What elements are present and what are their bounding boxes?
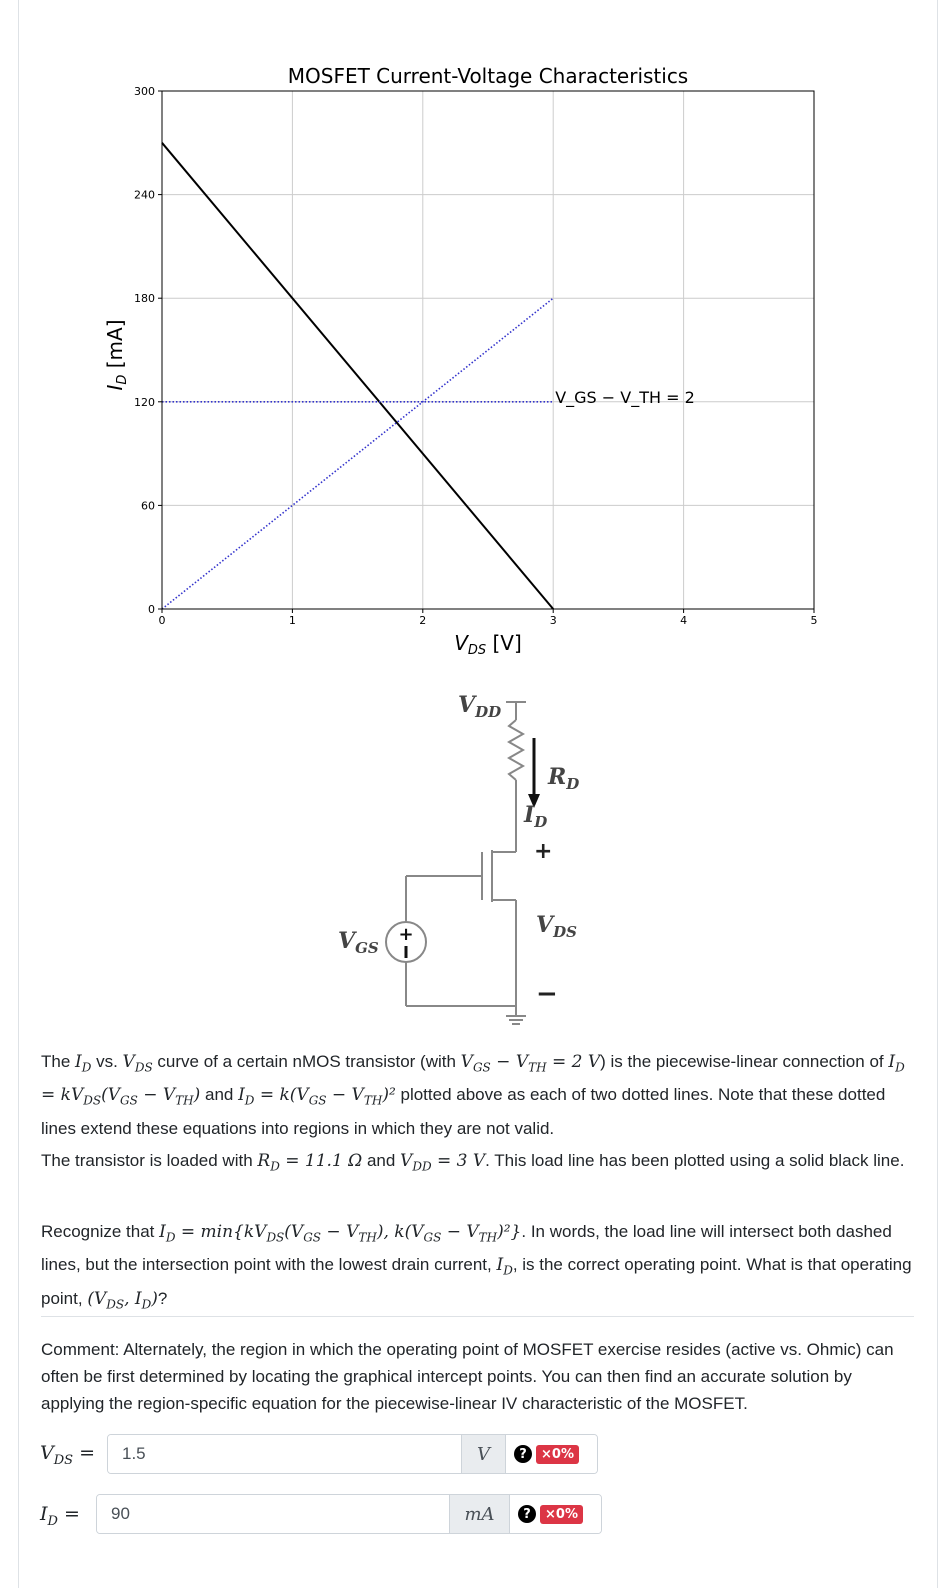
x-axis-label: $V_{DS}$ [V] xyxy=(454,631,522,658)
x-tick-label: 2 xyxy=(419,614,427,627)
vds-minus-label: − xyxy=(536,979,558,1009)
vdd-label: $V_{DD}$ xyxy=(458,692,502,721)
id-feedback xyxy=(509,1495,601,1533)
x-tick-label: 3 xyxy=(549,614,557,627)
id-label: $I_D$ xyxy=(524,802,548,831)
problem-paragraph-2: The transistor is loaded with $R_D = 11.1$ Ω and $V_{DD} = 3$ V. This load line has been plotted using a solid black line. xyxy=(41,1151,905,1174)
vds-score-badge: ×0% xyxy=(536,1445,579,1464)
y-tick-label: 120 xyxy=(134,395,155,409)
y-tick-label: 180 xyxy=(134,292,155,306)
vds-plus-label: + xyxy=(534,839,553,864)
vds-unit-label: V xyxy=(461,1435,505,1473)
y-tick-label: 0 xyxy=(148,603,155,616)
vds-answer-input[interactable] xyxy=(108,1435,461,1473)
y-axis-label: $I_D$ [mA] xyxy=(103,319,130,391)
y-tick-label: 300 xyxy=(134,85,155,98)
chart-annotation: V_GS − V_TH = 2 xyxy=(555,387,695,407)
y-tick-label: 60 xyxy=(141,499,155,513)
x-tick-label: 5 xyxy=(810,614,818,627)
vds-feedback xyxy=(505,1435,597,1473)
x-tick-label: 1 xyxy=(288,614,296,627)
x-tick-label: 4 xyxy=(680,614,688,627)
id-help-icon[interactable]: ? xyxy=(518,1505,536,1523)
circuit-diagram xyxy=(320,680,620,1040)
resistor-rd xyxy=(509,720,523,780)
answer-group-vds xyxy=(107,1434,598,1474)
chart-title: MOSFET Current-Voltage Characteristics xyxy=(287,64,689,88)
iv-chart xyxy=(100,55,840,665)
vgs-plus-sign: + xyxy=(398,924,414,945)
x-tick-label: 0 xyxy=(158,614,166,627)
divider xyxy=(41,1316,914,1317)
vgs-label: $V_{GS}$ xyxy=(338,928,379,957)
vds-help-icon[interactable]: ? xyxy=(514,1445,532,1463)
answer-label-id: $I_D$ = xyxy=(40,1503,80,1529)
problem-paragraph-1: The $I_D$ vs. $V_{DS}$ curve of a certain nMOS transistor (with $V_{GS} - V_{TH} = 2$ V) is the piecewise-linear connection of $I_D = kV_{DS}(V_{GS} - V_{TH})$ and $I_D = k(V_{GS} - V_{TH})^2$ plotted above as each of two dotted lines. Note that these dotted lines extend these equations into regions in which they are not valid. xyxy=(41,1052,905,1138)
answer-group-id xyxy=(96,1494,602,1534)
id-unit-label: mA xyxy=(449,1495,509,1533)
comment-paragraph: Comment: Alternately, the region in which the operating point of MOSFET exercise resides (active vs. Ohmic) can often be first determined by locating the graphical intercept points. You can then find an accurate solution by applying the region-specific equation for the piecewise-linear IV characteristic of the MOSFET. xyxy=(41,1340,894,1413)
id-score-badge: ×0% xyxy=(540,1505,583,1524)
vds-label: $V_{DS}$ xyxy=(536,912,577,941)
id-answer-input[interactable] xyxy=(97,1495,449,1533)
y-tick-label: 240 xyxy=(134,188,155,202)
rd-label: $R_D$ xyxy=(548,764,580,793)
problem-paragraph-3: Recognize that $I_D = \min\{kV_{DS}(V_{GS} - V_{TH})$, $k(V_{GS} - V_{TH})^2$}. In words, the load line will intersect both dashed lines, but the intersection point with the lowest drain current, $I_D$, is the correct operating point. What is that operating point, ($V_{DS}$, $I_D$)? xyxy=(41,1222,912,1312)
answer-label-vds: $V_{DS}$ = xyxy=(40,1442,96,1468)
